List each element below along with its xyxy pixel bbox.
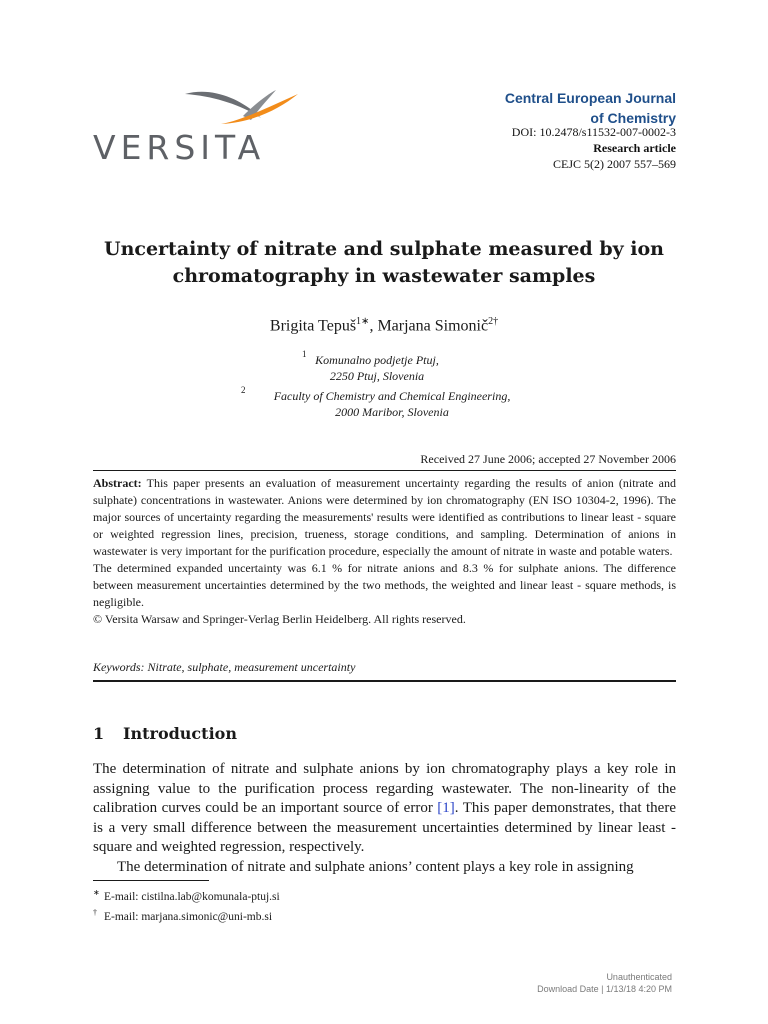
paper-title xyxy=(80,236,688,290)
article-meta xyxy=(512,124,676,172)
abstract xyxy=(93,475,676,628)
article-type: Research article xyxy=(593,141,676,155)
body-paragraph: The determination of nitrate and sulphate anions’ content plays a key role in assigning xyxy=(117,858,634,875)
body-paragraph xyxy=(93,760,676,858)
download-stamp xyxy=(537,971,672,995)
body-text-run: The determination of nitrate and sulphate anions by ion chromatography plays a key role in assigning value to the purification process regarding wastewater. The non-linearity of the calibration curves could be an important source of error xyxy=(93,761,676,816)
keywords: Keywords: Nitrate, sulphate, measurement uncertainty xyxy=(93,660,356,674)
author-list xyxy=(0,316,768,335)
author-mark: 2† xyxy=(488,316,499,327)
versita-logo: VERSITA xyxy=(93,128,266,167)
section-title: Introduction xyxy=(123,724,237,743)
body-text xyxy=(93,760,676,877)
affiliation-number: 2 xyxy=(241,385,246,395)
affiliation-1 xyxy=(312,352,442,384)
received-dates: Received 27 June 2006; accepted 27 November 2006 xyxy=(420,452,676,466)
affiliation-line: Komunalno podjetje Ptuj, xyxy=(315,353,439,367)
download-date: Download Date | 1/13/18 4:20 PM xyxy=(537,984,672,994)
affiliation-2 xyxy=(250,388,534,420)
affiliation-line: 2250 Ptuj, Slovenia xyxy=(329,369,425,383)
footnotes xyxy=(93,885,280,925)
footnote-text: E-mail: cistilna.lab@komunala-ptuj.si xyxy=(104,890,280,903)
versita-swoosh-icon xyxy=(93,86,303,131)
author-mark: 1∗ xyxy=(356,316,370,327)
abstract-paragraph: The determined expanded uncertainty was 6.1 % for nitrate anions and 8.3 % for sulphate anions. The difference between measurement uncertainties determined by the two methods, the weighted and linear least - square methods, is negligible. xyxy=(93,561,676,609)
title-line2: chromatography in wastewater samples xyxy=(172,265,596,287)
bottom-rule xyxy=(93,680,676,682)
doi: DOI: 10.2478/s11532-007-0002-3 xyxy=(511,125,676,139)
affiliation-line: 2000 Maribor, Slovenia xyxy=(335,405,449,419)
affiliation-line: Faculty of Chemistry and Chemical Engineering, xyxy=(273,389,511,403)
copyright-line: © Versita Warsaw and Springer-Verlag Berlin Heidelberg. All rights reserved. xyxy=(93,612,466,626)
top-rule xyxy=(93,470,676,471)
footnote-text: E-mail: marjana.simonic@uni-mb.si xyxy=(104,910,273,923)
author-name: Brigita Tepuš xyxy=(269,317,357,335)
footnote-mark: ∗ xyxy=(93,888,100,897)
author-separator: , xyxy=(369,317,378,335)
affiliation-number: 1 xyxy=(302,349,307,359)
author-name: Marjana Simonič xyxy=(377,317,489,335)
section-number: 1 xyxy=(93,724,105,743)
citation-link[interactable]: [1] xyxy=(437,800,455,816)
footnote xyxy=(93,885,280,905)
journal-name-line2: of Chemistry xyxy=(590,110,676,126)
download-status: Unauthenticated xyxy=(606,972,672,982)
section-heading xyxy=(93,724,237,743)
journal-name xyxy=(505,88,676,128)
footnote xyxy=(93,905,280,925)
body-text-run: . This paper demonstrates, that there is a very small difference between the measurement uncertainties determined by linear least - square and weighted regression, respectively. xyxy=(93,800,676,855)
abstract-label: Abstract: xyxy=(93,476,142,490)
journal-name-line1: Central European Journal xyxy=(504,90,676,106)
footnote-mark: † xyxy=(93,907,97,917)
abstract-paragraph: This paper presents an evaluation of measurement uncertainty regarding the results of anion (nitrate and sulphate) concentrations in wastewater. Anions were determined by ion chromatography (EN ISO 10304-2, 1996). The major sources of uncertainty regarding the measurements' results were identified as contributions to linear least - square or weighted regression lines, precision, trueness, storage conditions, and sampling. Determination of anions in wastewater is very important for the purification procedure, especially the amount of nitrate in waste and potable waters. xyxy=(93,476,676,558)
title-line1: Uncertainty of nitrate and sulphate measured by ion xyxy=(104,238,664,260)
journal-citation: CEJC 5(2) 2007 557–569 xyxy=(553,157,676,171)
footnote-rule xyxy=(93,880,209,881)
